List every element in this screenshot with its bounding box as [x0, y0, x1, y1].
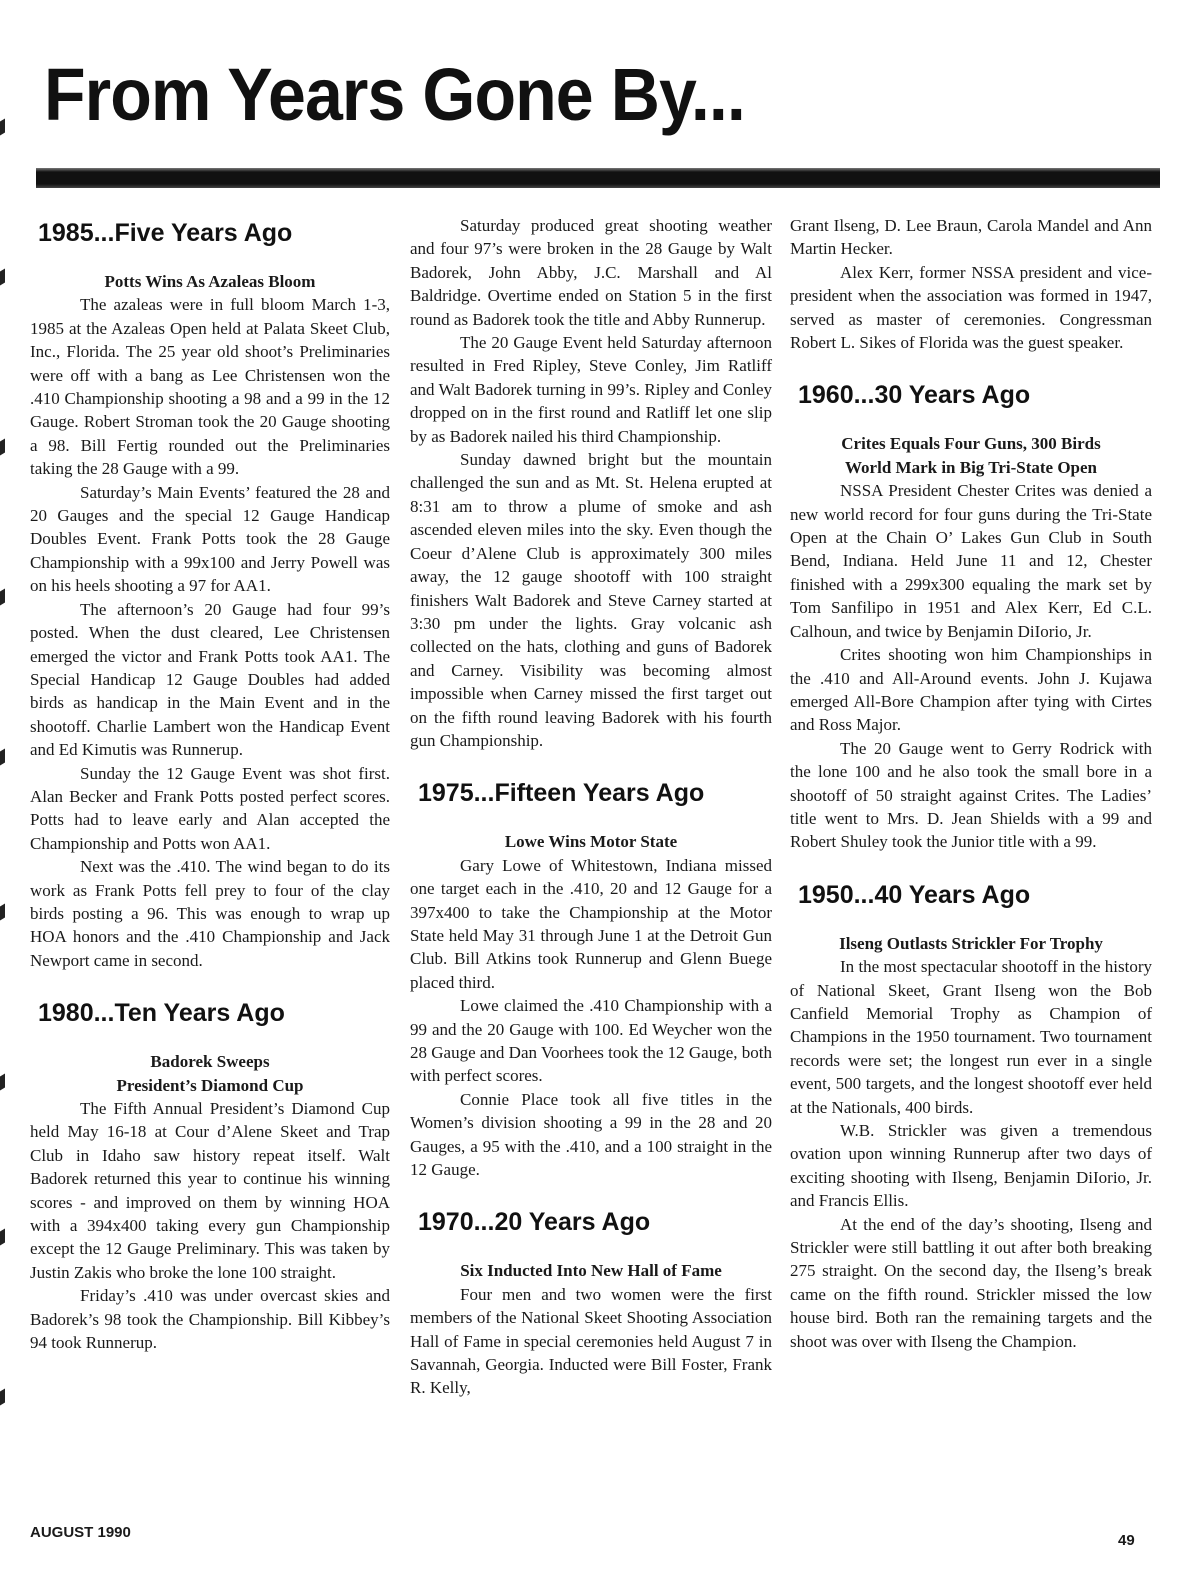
paragraph: In the most spectacular shootoff in the history of National Skeet, Grant Ilseng won the Bob Canfield Memorial Trophy as Champion of Champions in the 1950 tournament. Two tournament records were set; the longest run ever in a single event, 500 targets, and the longest shootoff ever held at the Nationals, 400 birds. — [790, 957, 1152, 1117]
paragraph: Lowe claimed the .410 Championship with a 99 and the 20 Gauge with 100. Ed Weycher won the 28 Gauge and Dan Voorhees took the 12 Gauge, both with perfect scores. — [410, 996, 772, 1086]
section-heading-1960: 1960...30 Years Ago — [798, 381, 1031, 410]
paragraph: The Fifth Annual President’s Diamond Cup held May 16-18 at Cour d’Alene Skeet and Trap Club in Idaho saw history repeat itself. Walt Badorek returned this year to continue his winning scores - and improved on them by winning HOA with a 394x400 taking every gun Championship except the 12 Gauge Preliminary. This was taken by Justin Zakis who broke the lone 100 straight. — [30, 1099, 390, 1282]
binding-mark — [0, 269, 5, 286]
section-heading-1970: 1970...20 Years Ago — [418, 1208, 651, 1237]
column-1 — [30, 214, 390, 1354]
section-heading-1950: 1950...40 Years Ago — [798, 880, 1031, 909]
binding-mark — [0, 749, 5, 766]
paragraph: Sunday dawned bright but the mountain challenged the sun and as Mt. St. Helena erupted at 8:31 am to throw a plume of smoke and ash ascended eleven miles into the sky. Even though the Coeur d’Alene Club is approximately 300 miles away, the 12 gauge shootoff with 100 straight finishers Walt Badorek and Steve Carney started at 3:30 pm under the lights. Gray volcanic ash collected on the hats, clothing and guns of Badorek and Carney. Visibility was becoming almost impossible when Carney missed the first target out on the fifth round leaving Badorek with his fourth gun Championship. — [410, 450, 772, 750]
paragraph: Crites shooting won him Championships in the .410 and All-Around events. John J. Kujawa emerged All-Bore Champion after tying with Cirtes and Ross Major. — [790, 645, 1152, 735]
column-3 — [790, 214, 1152, 1353]
page-title: From Years Gone By... — [44, 53, 745, 136]
paragraph: At the end of the day’s shooting, Ilseng and Strickler were still battling it out after both breaking 275 straight. On the second day, the Ilseng’s break came on the fifth round. Strickler missed the low house bird. Both ran the remaining targets and the shoot was over with Ilseng the Champion. — [790, 1214, 1152, 1351]
article-title-1980-line1: Badorek Sweeps — [150, 1052, 270, 1072]
binding-mark — [0, 1074, 5, 1091]
article-title-1960-line1: Crites Equals Four Guns, 300 Birds — [841, 434, 1101, 454]
paragraph: Saturday produced great shooting weather and four 97’s were broken in the 28 Gauge by Walt Badorek, John Abby, J.C. Marshall and Al Baldridge. Overtime ended on Station 5 in the first round as Badorek took the title and Abby Runnerup. — [410, 216, 772, 329]
paragraph: NSSA President Chester Crites was denied a new world record for four guns during the Tri-State Open at the Chain O’ Lakes Gun Club in South Bend, Indiana. Held June 11 and 12, Chester finished with a 299x300 equaling the mark set by Tom Sanfilipo in 1951 and Alex Kerr, Ed C.L. Calhoun, and twice by Benjamin DiIorio, Jr. — [790, 481, 1152, 641]
article-title-1950: Ilseng Outlasts Strickler For Trophy — [839, 933, 1103, 953]
article-title-1985: Potts Wins As Azaleas Bloom — [104, 272, 316, 291]
article-title-1980-line2: President’s Diamond Cup — [116, 1075, 304, 1095]
column-2 — [410, 214, 772, 1400]
footer-issue-date: AUGUST 1990 — [30, 1524, 131, 1541]
paragraph: The afternoon’s 20 Gauge had four 99’s posted. When the dust cleared, Lee Christensen emerged the victor and Frank Potts took AA1. The Special Handicap 12 Gauge Doubles had added birds as handicap in the Main Event and in the shootoff. Charlie Lambert won the Handicap Event and Ed Kimutis was Runnerup. — [30, 599, 390, 760]
binding-mark — [0, 1389, 5, 1406]
paragraph: Saturday’s Main Events’ featured the 28 and 20 Gauges and the special 12 Gauge Handicap Doubles Event. Frank Potts took the 28 Gauge Championship with a 99x100 and Jerry Powell was on his heels shooting a 97 for AA1. — [30, 482, 390, 596]
paragraph: Gary Lowe of Whitestown, Indiana missed one target each in the .410, 20 and 12 Gauge for a 397x400 to take the Championship at the Motor State held May 31 through June 1 at the Detroit Gun Club. Bill Atkins took Runnerup and Glenn Buege placed third. — [410, 855, 772, 992]
paragraph: Friday’s .410 was under overcast skies and Badorek’s 98 took the Championship. Bill Kibbey’s 94 took Runnerup. — [30, 1286, 390, 1353]
paragraph: The azaleas were in full bloom March 1-3, 1985 at the Azaleas Open held at Palata Skeet Club, Inc., Florida. The 25 year old shoot’s Preliminaries were off with a bang as Lee Christensen won the .410 Championship shooting a 98 and a 99 in the 12 Gauge. Robert Stroman took the 20 Gauge shooting a 98. Bill Fertig rounded out the Preliminaries taking the 28 Gauge with a 99. — [30, 295, 390, 479]
binding-mark — [0, 1229, 5, 1246]
paragraph: The 20 Gauge went to Gerry Rodrick with the lone 100 and he also took the small bore in a shootoff of 50 straight against Crites. The Ladies’ title went to Mrs. D. Jean Shields with a 99 and Robert Shuley took the Junior title with a 99. — [790, 738, 1152, 852]
article-title-1970: Six Inducted Into New Hall of Fame — [460, 1261, 722, 1281]
binding-mark — [0, 904, 5, 921]
section-heading-1985: 1985...Five Years Ago — [38, 219, 293, 247]
paragraph: Next was the .410. The wind began to do its work as Frank Potts fell prey to four of the clay birds posting a 96. This was enough to wrap up HOA honors and the .410 Championship and Jack Newport came in second. — [30, 857, 390, 970]
article-title-1960-line2: World Mark in Big Tri-State Open — [844, 457, 1098, 477]
binding-mark — [0, 119, 5, 136]
binding-mark — [0, 439, 5, 456]
article-title-1975: Lowe Wins Motor State — [504, 832, 678, 852]
section-heading-1980: 1980...Ten Years Ago — [38, 999, 285, 1028]
paragraph: Grant Ilseng, D. Lee Braun, Carola Mandel and Ann Martin Hecker. — [790, 216, 1152, 259]
page-number: 49 — [1118, 1532, 1135, 1549]
title-rule — [36, 168, 1160, 188]
binding-mark — [0, 589, 5, 606]
section-heading-1975: 1975...Fifteen Years Ago — [418, 779, 705, 808]
paragraph: W.B. Strickler was given a tremendous ovation upon winning Runnerup after two days of exciting shooting with Ilseng, Benjamin DiIorio, Jr. and Francis Ellis. — [790, 1121, 1152, 1211]
paragraph: Four men and two women were the first members of the National Skeet Shooting Association Hall of Fame in special ceremonies held August 7 in Savannah, Georgia. Inducted were Bill Foster, Frank R. Kelly, — [410, 1284, 772, 1398]
paragraph: Connie Place took all five titles in the Women’s division shooting a 99 in the 28 and 20 Gauges, a 95 with the .410, and a 100 straight in the 12 Gauge. — [410, 1089, 772, 1180]
paragraph: Alex Kerr, former NSSA president and vice-president when the association was formed in 1947, served as master of ceremonies. Congressman Robert L. Sikes of Florida was the guest speaker. — [790, 262, 1152, 353]
paragraph: Sunday the 12 Gauge Event was shot first. Alan Becker and Frank Potts posted perfect scores. Potts had to leave early and Alan accepted the Championship and Potts won AA1. — [30, 763, 390, 853]
paragraph: The 20 Gauge Event held Saturday afternoon resulted in Fred Ripley, Steve Conley, Jim Ratliff and Walt Badorek turning in 99’s. Ripley and Conley dropped on in the first round and Ratliff let one slip by as Badorek nailed his third Championship. — [410, 333, 772, 446]
